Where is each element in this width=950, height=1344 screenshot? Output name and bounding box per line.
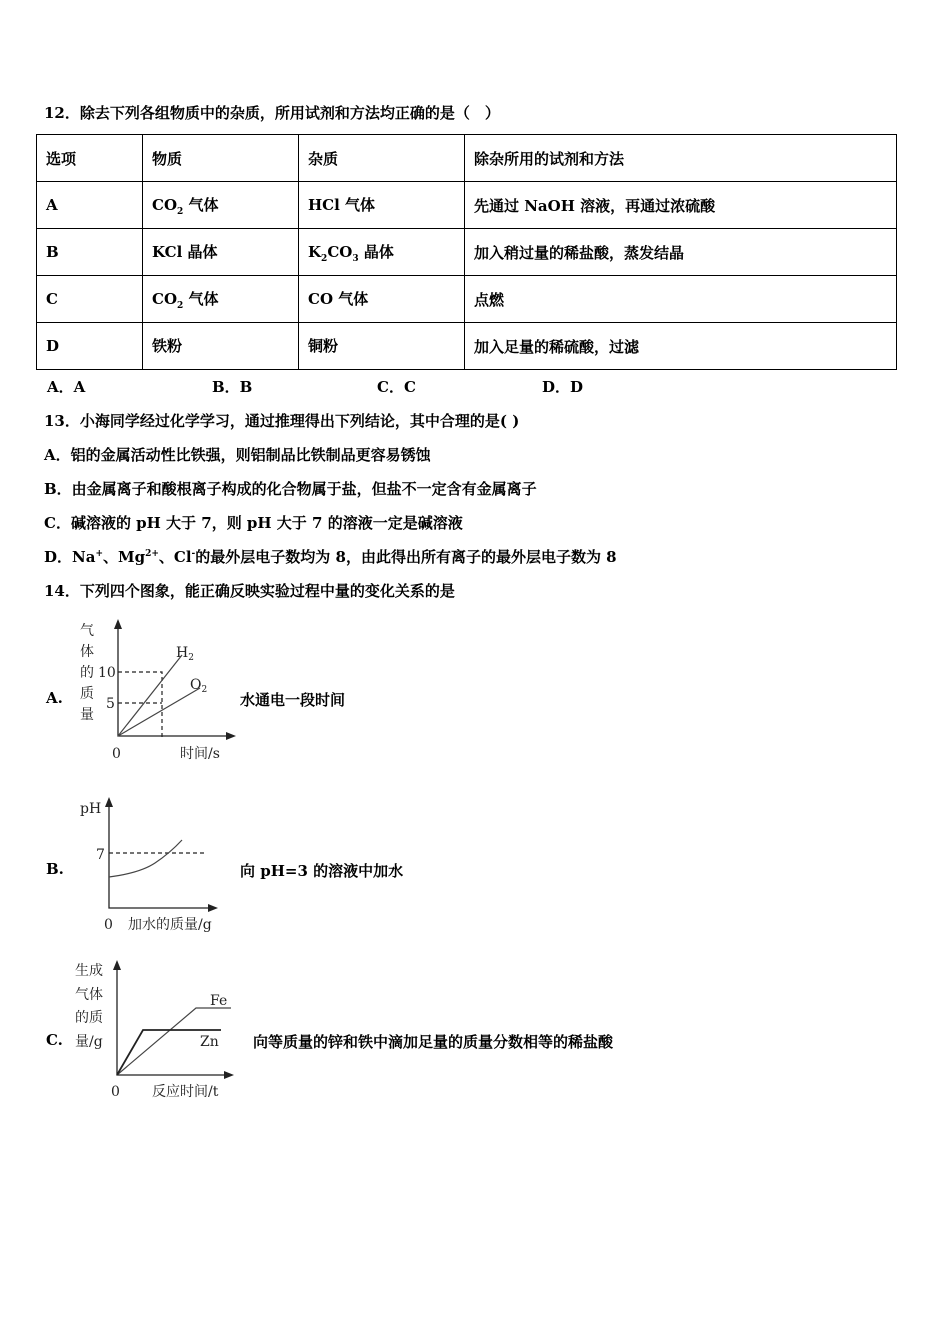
table-row — [37, 229, 897, 276]
header-cell: 杂质 — [299, 135, 465, 182]
axes — [117, 966, 228, 1075]
method-cell: 点燃 — [465, 276, 897, 323]
o2-label: O — [190, 677, 202, 693]
tick-5: 5 — [106, 696, 115, 712]
ylabel-line: 生成 — [75, 963, 103, 979]
ylabel: pH — [80, 801, 102, 817]
q13-stem: 13．小海同学经过化学学习，通过推理得出下列结论，其中合理的是( ) — [44, 412, 520, 430]
zn-label: Zn — [200, 1034, 219, 1050]
fe-label: Fe — [210, 993, 228, 1009]
choice-c[interactable]: C．C — [377, 378, 416, 396]
impurity-cell: HCl 气体 — [299, 182, 465, 229]
impurity-cell: $K_2CO_3$ 晶体 — [299, 229, 465, 276]
option-cell: B — [37, 229, 143, 276]
substance-cell: 铁粉 — [143, 323, 299, 370]
q14-stem: 14．下列四个图象，能正确反映实验过程中量的变化关系的是 — [44, 582, 455, 600]
axes — [109, 803, 212, 908]
ylabel-line: 的质 — [75, 1010, 103, 1026]
method-cell: 加入稍过量的稀盐酸，蒸发结晶 — [465, 229, 897, 276]
h2-label: H — [176, 645, 189, 661]
choice-d[interactable]: D．D — [542, 378, 584, 396]
choice-b[interactable]: B．B — [212, 378, 253, 396]
table-row — [37, 182, 897, 229]
h2-line — [118, 655, 182, 736]
o2-line — [118, 688, 200, 736]
y-arrow-icon — [113, 960, 121, 970]
q14-b-label[interactable]: B. — [46, 860, 64, 878]
q13-option-a[interactable]: A．铝的金属活动性比铁强，则铝制品比铁制品更容易锈蚀 — [44, 446, 431, 464]
tick-10: 10 — [98, 665, 116, 681]
ylabel-line: 气体 — [75, 987, 103, 1003]
xlabel: 加水的质量/g — [128, 917, 212, 933]
q13-option-d[interactable]: D．Na+、$Mg^{2+}$、Cl-的最外层电子数均为 8，由此得出所有离子的最外层电子数为 8 — [44, 548, 617, 566]
origin: 0 — [104, 917, 113, 933]
substance-cell: $CO_2$ 气体 — [143, 182, 299, 229]
option-cell: D — [37, 323, 143, 370]
axes — [118, 625, 230, 736]
ylabel-char: 的 — [80, 665, 94, 681]
option-cell: A — [37, 182, 143, 229]
impurity-cell: 铜粉 — [299, 323, 465, 370]
x-arrow-icon — [224, 1071, 234, 1079]
q14-c-label[interactable]: C. — [46, 1031, 63, 1049]
q14-a-desc: 水通电一段时间 — [240, 691, 346, 709]
substance-cell: KCl 晶体 — [143, 229, 299, 276]
ylabel-char: 体 — [80, 644, 94, 660]
x-arrow-icon — [226, 732, 236, 740]
svg-text:H2: $H_2$ — [176, 645, 194, 663]
method-cell: 先通过 NaOH 溶液，再通过浓硫酸 — [465, 182, 897, 229]
table-row — [37, 276, 897, 323]
q14-c-desc: 向等质量的锌和铁中滴加足量的质量分数相等的稀盐酸 — [253, 1033, 614, 1051]
chart-b — [70, 795, 240, 940]
origin: 0 — [112, 746, 121, 762]
ylabel-char: 量 — [80, 707, 94, 723]
impurity-cell: CO 气体 — [299, 276, 465, 323]
y-arrow-icon — [114, 619, 122, 629]
q13-option-c[interactable]: C．碱溶液的 pH 大于 7，则 pH 大于 7 的溶液一定是碱溶液 — [44, 514, 463, 532]
chart-c — [70, 958, 240, 1103]
guide-10 — [118, 672, 162, 740]
origin: 0 — [111, 1084, 120, 1100]
q14-b-desc: 向 pH=3 的溶液中加水 — [240, 862, 404, 880]
x-arrow-icon — [208, 904, 218, 912]
header-cell: 除杂所用的试剂和方法 — [465, 135, 897, 182]
substance-cell: $CO_2$ 气体 — [143, 276, 299, 323]
table-header — [37, 135, 897, 182]
chart-a — [70, 615, 240, 770]
ph-curve — [109, 840, 182, 877]
table-row — [37, 323, 897, 370]
q12-table — [36, 134, 897, 370]
option-cell: C — [37, 276, 143, 323]
q13-option-b[interactable]: B．由金属离子和酸根离子构成的化合物属于盐，但盐不一定含有金属离子 — [44, 480, 537, 498]
tick-7: 7 — [96, 847, 105, 863]
ylabel-char: 质 — [80, 686, 94, 702]
xlabel: 反应时间/t — [152, 1084, 219, 1100]
header-cell: 选项 — [37, 135, 143, 182]
y-arrow-icon — [105, 797, 113, 807]
svg-text:O2: $O_2$ — [190, 677, 208, 695]
q12-stem: 12．除去下列各组物质中的杂质，所用试剂和方法均正确的是（ ） — [44, 104, 500, 122]
ylabel-line: 量/g — [75, 1034, 103, 1050]
ylabel-char: 气 — [80, 623, 94, 639]
method-cell: 加入足量的稀硫酸，过滤 — [465, 323, 897, 370]
q14-a-label[interactable]: A. — [46, 689, 63, 707]
xlabel: 时间/s — [180, 746, 220, 762]
choice-a[interactable]: A．A — [47, 378, 86, 396]
header-cell: 物质 — [143, 135, 299, 182]
